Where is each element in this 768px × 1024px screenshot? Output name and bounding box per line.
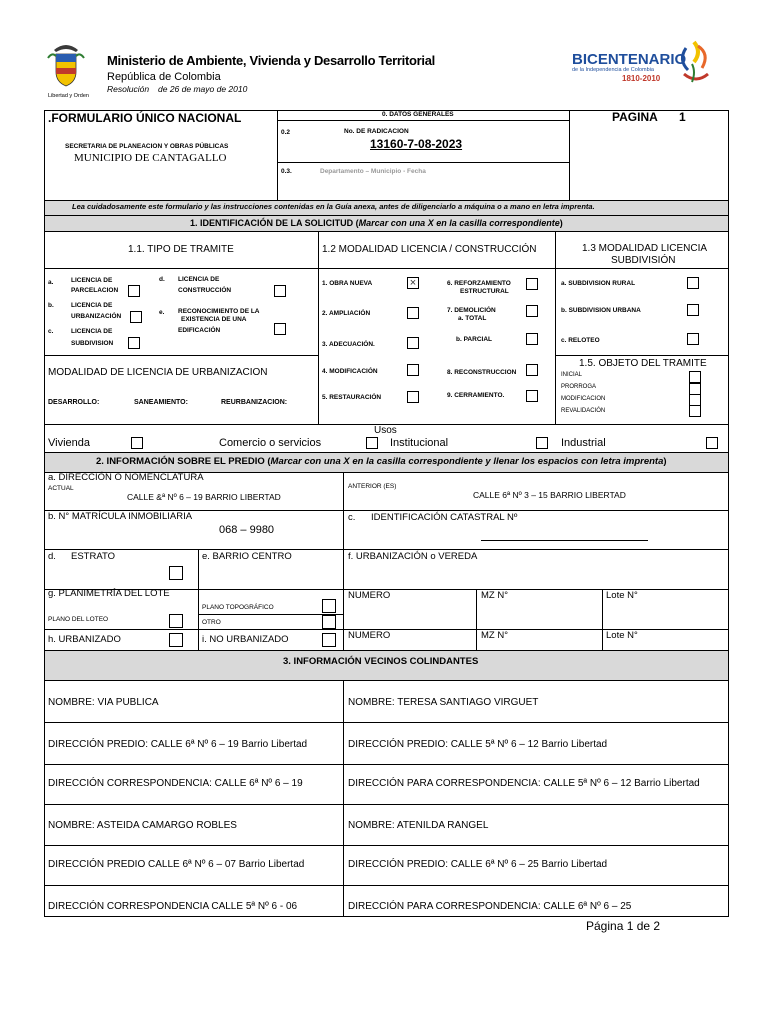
saneamiento-label: SANEAMIENTO: — [134, 399, 188, 406]
reforzamiento-checkbox[interactable] — [526, 278, 538, 290]
uso-institucional-checkbox[interactable] — [536, 437, 548, 449]
no-urbanizado-checkbox[interactable] — [322, 633, 336, 647]
subdivision-reloteo: c. RELOTEO — [561, 337, 600, 344]
instructions-text: Lea cuidadosamente este formulario y las instrucciones contenidas en la Guía anexa, antes de diligenciarlo a máquina o a mano en letra imprenta. — [72, 202, 595, 211]
tipo-d-label-1: LICENCIA DE — [178, 276, 220, 283]
modalidad-demolicion-1: 7. DEMOLICIÓN — [447, 307, 496, 314]
tipo-e-label-1: RECONOCIMIENTO DE LA — [178, 308, 260, 315]
tipo-d-label-2: CONSTRUCCIÓN — [178, 287, 232, 294]
direccion-actual-label: ACTUAL — [48, 485, 74, 492]
tipo-parcelacion-checkbox[interactable] — [128, 285, 140, 297]
modalidad-ampliacion: 2. AMPLIACIÓN — [322, 310, 371, 317]
vecino-4-direccion-correspondencia: DIRECCIÓN PARA CORRESPONDENCIA: CALLE 6ª Nº 6 – 25 — [348, 901, 632, 912]
mz-label-2: MZ N° — [481, 630, 509, 641]
otro-label: OTRO — [202, 619, 221, 626]
reurbanizacion-label: REURBANIZACION: — [221, 399, 288, 406]
reconstruccion-checkbox[interactable] — [526, 364, 538, 376]
field-number-02: 0.2 — [281, 129, 291, 136]
ampliacion-checkbox[interactable] — [407, 307, 419, 319]
vecino-1-nombre: NOMBRE: VIA PUBLICA — [48, 697, 159, 708]
reloteo-checkbox[interactable] — [687, 333, 699, 345]
uso-comercio-checkbox[interactable] — [366, 437, 378, 449]
objeto-inicial: INICIAL — [561, 372, 583, 378]
plano-loteo-checkbox[interactable] — [169, 614, 183, 628]
subdivision-rural: a. SUBDIVISION RURAL — [561, 280, 636, 287]
modalidad-demolicion-2: a. TOTAL — [458, 315, 487, 322]
modalidad-restauracion: 5. RESTAURACIÓN — [322, 394, 382, 401]
municipio-label: MUNICIPIO DE CANTAGALLO — [74, 152, 227, 164]
desarrollo-label: DESARROLLO: — [48, 399, 100, 406]
vecino-4-nombre: NOMBRE: ATENILDA RANGEL — [348, 820, 489, 831]
usos-label: Usos — [374, 425, 397, 436]
secretaria-label: SECRETARIA DE PLANEACION Y OBRAS PÚBLICAS — [65, 143, 229, 150]
matricula-label: b. N° MATRÍCULA INMOBILIARIA — [48, 511, 193, 522]
uso-vivienda-checkbox[interactable] — [131, 437, 143, 449]
modalidad-reforzamiento-1: 6. REFORZAMIENTO — [447, 280, 511, 287]
modalidad-obra-nueva: 1. OBRA NUEVA — [322, 280, 373, 287]
uso-comercio-label: Comercio o servicios — [219, 437, 322, 449]
objeto-prorroga: PRORROGA — [561, 384, 597, 390]
barrio-label: e. BARRIO CENTRO — [202, 551, 292, 562]
catastral-label: IDENTIFICACIÓN CATASTRAL Nº — [371, 512, 518, 523]
tipo-a-label-1: LICENCIA DE — [71, 277, 113, 284]
pagina-label: PAGINA — [612, 110, 658, 124]
resolution-date: de 26 de mayo de 2010 — [158, 84, 248, 94]
colombia-shield-logo — [46, 42, 86, 92]
shield-caption: Libertad y Orden — [48, 93, 89, 99]
modalidad-reforzamiento-2: ESTRUCTURAL — [460, 288, 509, 295]
republic-name: República de Colombia — [107, 71, 221, 83]
bicentenario-years: 1810-2010 — [622, 74, 661, 83]
vecino-3-nombre: NOMBRE: ASTEIDA CAMARGO ROBLES — [48, 820, 237, 831]
vecino-2-nombre: NOMBRE: TERESA SANTIAGO VIRGUET — [348, 697, 539, 708]
subdivision-urbana-checkbox[interactable] — [687, 304, 699, 316]
vecino-4-direccion-predio: DIRECCIÓN PREDIO: CALLE 6ª Nº 6 – 25 Barrio Libertad — [348, 859, 608, 870]
numero-label-2: NUMERO — [348, 630, 391, 641]
estrato-label: ESTRATO — [71, 551, 115, 562]
urbanizacion-vereda-label: f. URBANIZACIÓN o VEREDA — [348, 551, 478, 562]
modalidad-demolicion-parcial: b. PARCIAL — [456, 336, 492, 343]
no-urbanizado-label: i. NO URBANIZADO — [202, 634, 289, 645]
modalidad-licencia-title: 1.2 MODALIDAD LICENCIA / CONSTRUCCIÓN — [322, 244, 537, 255]
page-footer: Página 1 de 2 — [586, 919, 661, 933]
modificacion-checkbox[interactable] — [407, 364, 419, 376]
modalidad-modificacion: 4. MODIFICACIÓN — [322, 368, 378, 375]
urbanizacion-title: MODALIDAD DE LICENCIA DE URBANIZACION — [48, 367, 268, 378]
section1-title: 1. IDENTIFICACIÓN DE LA SOLICITUD (Marcar con una X en la casilla correspondiente) — [190, 218, 563, 228]
vecino-1-direccion-correspondencia: DIRECCIÓN CORRESPONDENCIA: CALLE 6ª Nº 6 – 19 — [48, 778, 303, 789]
tipo-c-label-1: LICENCIA DE — [71, 328, 113, 335]
resolution-label: Resolución — [107, 84, 150, 94]
uso-industrial-checkbox[interactable] — [706, 437, 718, 449]
field-number-03: 0.3. — [281, 168, 292, 175]
obra-nueva-checkbox[interactable]: × — [407, 277, 419, 289]
uso-vivienda-label: Vivienda — [48, 437, 90, 449]
catastral-letter: c. — [348, 512, 356, 523]
vecino-2-direccion-predio: DIRECCIÓN PREDIO: CALLE 5ª Nº 6 – 12 Barrio Libertad — [348, 739, 608, 750]
subdivision-title-1: 1.3 MODALIDAD LICENCIA — [582, 243, 708, 254]
bicentenario-logo — [672, 38, 716, 88]
otro-checkbox[interactable] — [322, 615, 336, 629]
subdivision-title-2: SUBDIVISIÓN — [611, 255, 676, 266]
restauracion-checkbox[interactable] — [407, 391, 419, 403]
plano-topografico-label: PLANO TOPOGRÁFICO — [202, 604, 274, 611]
demolicion-parcial-checkbox[interactable] — [526, 333, 538, 345]
numero-label-1: NUMERO — [348, 590, 391, 601]
bicentenario-subtitle: de la Independencia de Colombia — [572, 67, 654, 73]
planimetria-label: g. PLANIMETRÍA DEL LOTE — [48, 588, 170, 599]
mz-label-1: MZ N° — [481, 590, 509, 601]
tipo-c-label-2: SUBDIVISION — [71, 340, 114, 347]
lote-label-2: Lote N° — [606, 630, 638, 641]
plano-loteo-label: PLANO DEL LOTEO — [48, 616, 109, 623]
tipo-construccion-checkbox[interactable] — [274, 285, 286, 297]
urbanizado-checkbox[interactable] — [169, 633, 183, 647]
tipo-b-label-1: LICENCIA DE — [71, 302, 113, 309]
objeto-tramite-title: 1.5. OBJETO DEL TRAMITE — [579, 358, 707, 369]
subdivision-rural-checkbox[interactable] — [687, 277, 699, 289]
modalidad-cerramiento: 9. CERRAMIENTO. — [447, 392, 505, 399]
tipo-b-label-2: URBANIZACIÓN — [71, 313, 122, 320]
cerramiento-checkbox[interactable] — [526, 390, 538, 402]
direccion-label: a. DIRECCIÓN O NOMENCLATURA — [48, 472, 204, 483]
vecino-3-direccion-predio: DIRECCIÓN PREDIO CALLE 6ª Nº 6 – 07 Barrio Libertad — [48, 859, 305, 870]
bicentenario-title: BICENTENARIO — [572, 51, 687, 68]
tipo-subdivision-checkbox[interactable] — [128, 337, 140, 349]
matricula-value: 068 – 9980 — [219, 524, 275, 536]
dep-mun-fecha-label: Departamento – Municipio - Fecha — [320, 168, 426, 175]
vecino-2-direccion-correspondencia: DIRECCIÓN PARA CORRESPONDENCIA: CALLE 5ª Nº 6 – 12 Barrio Libertad — [348, 778, 700, 789]
uso-industrial-label: Industrial — [561, 437, 606, 449]
modalidad-reconstruccion: 8. RECONSTRUCCION — [447, 369, 517, 376]
demolicion-total-checkbox[interactable] — [526, 305, 538, 317]
form-title: .FORMULARIO ÚNICO NACIONAL — [48, 111, 242, 125]
urbanizado-label: h. URBANIZADO — [48, 634, 121, 645]
radicacion-label: No. DE RADICACION — [344, 128, 409, 135]
ministry-name: Ministerio de Ambiente, Vivienda y Desarrollo Territorial — [107, 53, 435, 68]
inicial-checkbox[interactable] — [689, 371, 701, 383]
direccion-anterior-label: ANTERIOR (ES) — [348, 483, 397, 490]
direccion-anterior-value: CALLE 6ª Nº 3 – 15 BARRIO LIBERTAD — [473, 490, 626, 500]
estrato-letter: d. — [48, 551, 56, 562]
tipo-urbanizacion-checkbox[interactable] — [130, 311, 142, 323]
vecino-3-direccion-correspondencia: DIRECCIÓN CORRESPONDENCIA CALLE 5ª Nº 6 - 06 — [48, 901, 298, 912]
radicacion-value: 13160-7-08-2023 — [370, 137, 463, 151]
section2-title: 2. INFORMACIÓN SOBRE EL PREDIO (Marcar con una X en la casilla correspondiente y llenar los espacios con letra imprenta) — [96, 456, 667, 467]
pagina-number: 1 — [679, 110, 686, 124]
objeto-revalidacion: REVALIDACIÓN — [561, 408, 606, 414]
tipo-reconocimiento-checkbox[interactable] — [274, 323, 286, 335]
modalidad-adecuacion: 3. ADECUACIÓN. — [322, 341, 375, 348]
revalidacion-checkbox[interactable] — [689, 405, 701, 417]
subdivision-urbana: b. SUBDIVISION URBANA — [561, 307, 641, 314]
objeto-modificacion: MODIFICACION — [561, 396, 606, 402]
tipo-tramite-title: 1.1. TIPO DE TRAMITE — [128, 244, 234, 255]
datos-generales-label: 0. DATOS GENERALES — [382, 111, 454, 118]
section3-title: 3. INFORMACIÓN VECINOS COLINDANTES — [283, 656, 479, 667]
tipo-e-label-2: EXISTENCIA DE UNA — [181, 316, 247, 323]
adecuacion-checkbox[interactable] — [407, 337, 419, 349]
vecino-1-direccion-predio: DIRECCIÓN PREDIO: CALLE 6ª Nº 6 – 19 Barrio Libertad — [48, 739, 308, 750]
uso-institucional-label: Institucional — [390, 437, 449, 449]
direccion-actual-value: CALLE &ª Nº 6 – 19 BARRIO LIBERTAD — [127, 492, 281, 502]
tipo-e-label-3: EDIFICACIÓN — [178, 327, 221, 334]
lote-label-1: Lote N° — [606, 590, 638, 601]
tipo-a-label-2: PARCELACION — [71, 287, 119, 294]
plano-topografico-checkbox[interactable] — [322, 599, 336, 613]
estrato-checkbox[interactable] — [169, 566, 183, 580]
